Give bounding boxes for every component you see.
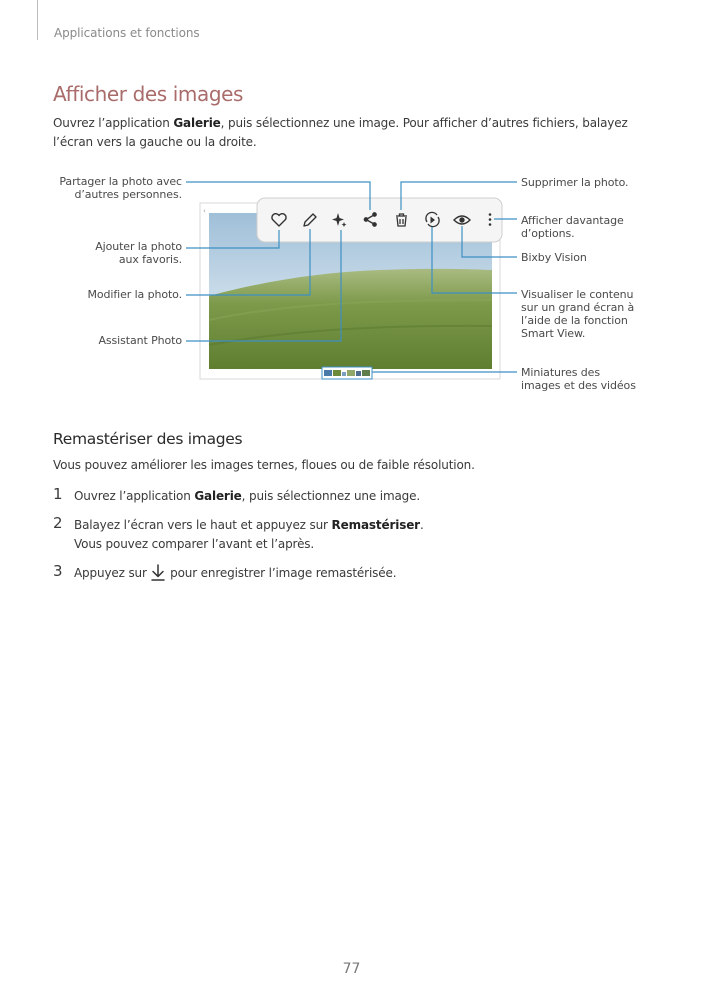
step-3-text: Appuyez sur pour enregistrer l’image remastérisée. [74, 566, 397, 580]
callout-favorite: Ajouter la photo aux favoris. [95, 240, 182, 266]
callout-more: Afficher davantage d’options. [521, 214, 624, 240]
more-vertical-icon [489, 213, 492, 226]
callout-assistant: Assistant Photo [98, 334, 182, 347]
step-3-number: 3 [53, 562, 63, 580]
back-chevron-icon: ‹ [203, 207, 206, 215]
step-2-text: Balayez l’écran vers le haut et appuyez sur Remastériser. Vous pouvez comparer l’avant et l’après. [74, 518, 424, 551]
thumbnail-strip [322, 367, 372, 379]
callout-bixby: Bixby Vision [521, 251, 587, 264]
callout-thumbnails: Miniatures des images et des vidéos [521, 366, 636, 392]
remaster-intro: Vous pouvez améliorer les images ternes, floues ou de faible résolution. [53, 458, 475, 472]
download-icon [150, 564, 166, 581]
page-title: Afficher des images [53, 82, 244, 106]
galerie-app-name: Galerie [173, 116, 221, 130]
intro-paragraph: Ouvrez l’application Galerie, puis sélectionnez une image. Pour afficher d’autres fichiers, balayez l’écran vers la gauche ou la droite. [53, 116, 628, 149]
step-1-number: 1 [53, 485, 63, 503]
remaster-heading: Remastériser des images [53, 430, 243, 448]
callout-smart-view: Visualiser le contenu sur un grand écran à l’aide de la fonction Smart View. [521, 288, 635, 340]
toolbar-box [257, 198, 502, 242]
step-2-number: 2 [53, 514, 63, 532]
callout-share: Partager la photo avec d’autres personnes. [59, 175, 182, 201]
callout-edit: Modifier la photo. [87, 288, 182, 301]
step-1-text: Ouvrez l’application Galerie, puis sélectionnez une image. [74, 489, 421, 503]
section-header: Applications et fonctions [54, 26, 200, 40]
page-number: 77 [342, 961, 361, 977]
callout-delete: Supprimer la photo. [521, 176, 629, 189]
